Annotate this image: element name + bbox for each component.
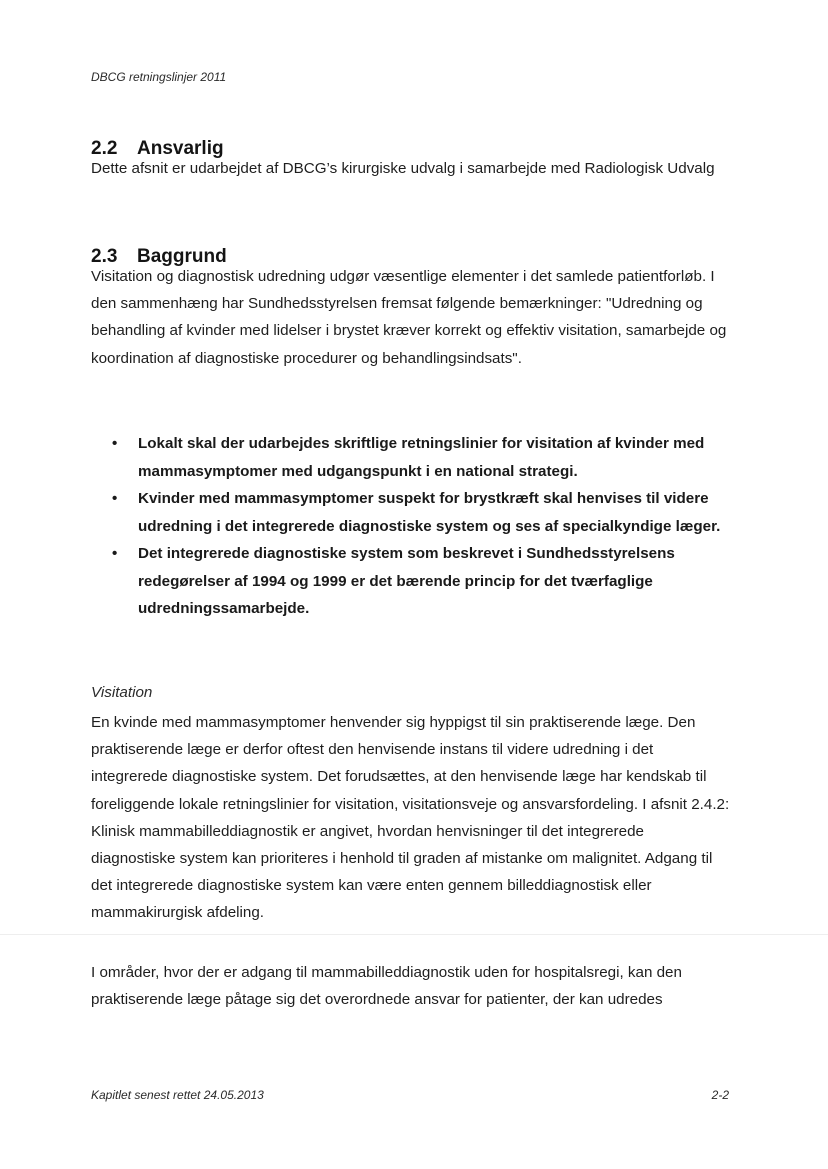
bullet-text: Det integrerede diagnostiske system som beskrevet i Sundhedsstyrelsens redegørelser af 1994 og 1999 er det bærende princip for det tværfaglige udredningssamarbejde. xyxy=(138,545,675,617)
section-number: 2.2 xyxy=(91,138,118,159)
page-number: 2-2 xyxy=(711,1088,729,1102)
list-item xyxy=(112,485,732,540)
bullet-icon: • xyxy=(112,545,118,562)
bullet-icon: • xyxy=(112,490,118,507)
footer-revision-date: Kapitlet senest rettet 24.05.2013 xyxy=(91,1088,264,1102)
visitation-heading: Visitation xyxy=(91,684,153,701)
bullet-icon: • xyxy=(112,435,118,452)
baggrund-paragraph: Visitation og diagnostisk udredning udgør væsentlige elementer i det samlede patientforløb. I den sammenhæng har Sundhedsstyrelsen fremsat følgende bemærkninger: "Udredning og behandling af kvinder med lidelser i brystet kræver korrekt og effektiv visitation, samarbejde og koordination af diagnostiske procedurer og behandlingsindsats". xyxy=(91,268,727,367)
section-number: 2.3 xyxy=(91,246,118,267)
section-title: Baggrund xyxy=(137,246,227,267)
visitation-paragraph-continued: I områder, hvor der er adgang til mammabilleddiagnostik uden for hospitalsregi, kan den praktiserende læge påtage sig det overordnede ansvar for patienter, der kan udredes xyxy=(91,964,682,1009)
ansvarlig-paragraph: Dette afsnit er udarbejdet af DBCG’s kirurgiske udvalg i samarbejde med Radiologisk Udvalg xyxy=(91,160,715,177)
bullet-text: Kvinder med mammasymptomer suspekt for brystkræft skal henvises til videre udredning i det integrerede diagnostiske system og ses af specialkyndige læger. xyxy=(138,490,721,535)
bullet-text: Lokalt skal der udarbejdes skriftlige retningslinier for visitation af kvinder med mammasymptomer med udgangspunkt i en national strategi. xyxy=(138,435,705,480)
running-header: DBCG retningslinjer 2011 xyxy=(91,70,227,84)
list-item xyxy=(112,430,732,485)
list-item xyxy=(112,540,732,623)
visitation-paragraph: En kvinde med mammasymptomer henvender sig hyppigst til sin praktiserende læge. Den praktiserende læge er derfor oftest den henvisende instans til videre udredning i det integrerede diagnostiske system. Det forudsættes, at den henvisende læge har kendskab til foreliggende lokale retningslinier for visitation, visitationsveje og ansvarsfordeling. I afsnit 2.4.2: Klinisk mammabilleddiagnostik er angivet, hvordan henvisninger til det integrerede diagnostiske system kan prioriteres i henhold til graden af mistanke om malignitet. Adgang til det integrerede diagnostiske system kan være enten gennem billeddiagnostisk eller mammakirurgisk afdeling. xyxy=(91,714,730,922)
section-title: Ansvarlig xyxy=(137,138,224,159)
bullet-list xyxy=(112,430,732,623)
scan-divider xyxy=(0,934,828,935)
